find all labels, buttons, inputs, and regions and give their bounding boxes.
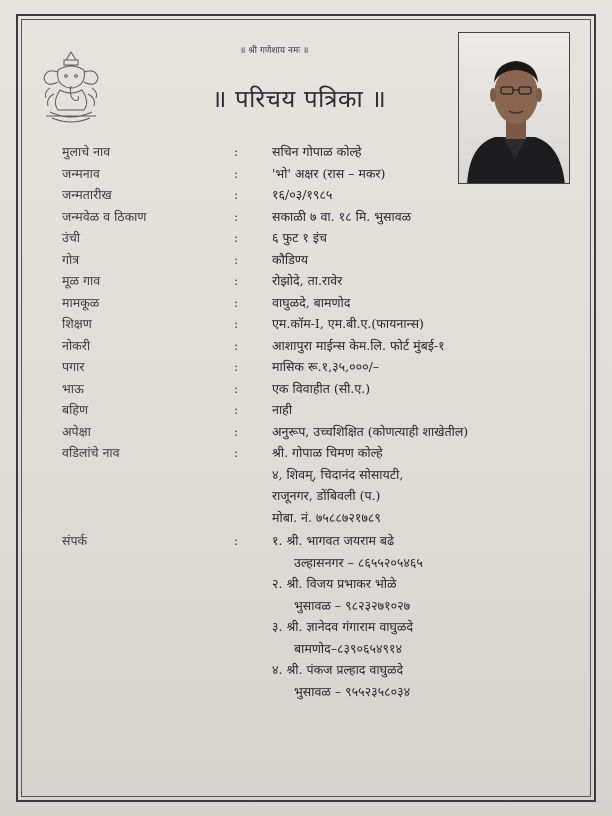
detail-value: एक विवाहीत (सी.ए.) xyxy=(272,380,371,396)
detail-row xyxy=(0,163,612,184)
detail-colon: : xyxy=(234,144,239,159)
detail-colon: : xyxy=(234,165,239,181)
detail-value: श्री. गोपाळ चिमण कोल्हे xyxy=(272,445,383,460)
detail-label: नोकरी xyxy=(62,337,91,353)
detail-row xyxy=(0,249,612,270)
contact-detail: भुसावळ – ९८२३२७१०२७ xyxy=(294,597,411,613)
detail-row xyxy=(0,292,612,313)
contact-name: २. श्री. विजय प्रभाकर भोळे xyxy=(272,576,397,591)
detail-label: मामकूळ xyxy=(62,294,100,310)
detail-row xyxy=(0,335,612,356)
detail-row xyxy=(0,313,612,334)
detail-label: जन्मवेळ व ठिकाण xyxy=(62,208,147,224)
contact-name: ४. श्री. पंकज प्रल्हाद वाघुळदे xyxy=(272,662,404,677)
detail-colon: : xyxy=(234,337,239,353)
detail-value: १६/०३/१९८५ xyxy=(272,187,333,202)
detail-colon: : xyxy=(234,423,239,439)
detail-colon: : xyxy=(234,402,239,417)
detail-row xyxy=(0,442,612,463)
father-address-line: मोबा. नं. ७५८८७२१७८९ xyxy=(272,509,381,525)
detail-label: भाऊ xyxy=(62,380,84,396)
detail-label: गोत्र xyxy=(62,251,80,267)
contact-label: संपर्क xyxy=(62,533,88,548)
detail-row xyxy=(0,421,612,442)
father-address-line: ४, शिवम्, चिदानंद सोसायटी, xyxy=(272,466,404,482)
detail-row xyxy=(0,356,612,377)
contact-name: १. श्री. भागवत जयराम बढे xyxy=(272,533,395,548)
contact-detail: भुसावळ – ९५५२३५८०३४ xyxy=(294,683,411,699)
detail-label: जन्मनाव xyxy=(62,165,100,181)
invocation-text: ॥ श्री गणेशाय नमः ॥ xyxy=(240,46,309,56)
detail-row xyxy=(0,206,612,227)
detail-label: पगार xyxy=(62,359,85,374)
detail-colon: : xyxy=(234,294,239,310)
detail-row xyxy=(0,270,612,291)
contact-detail: उल्हासनगर – ८६५५२०५४६५ xyxy=(294,554,423,570)
detail-row xyxy=(0,378,612,399)
detail-value: ६ फुट १ इंच xyxy=(272,230,327,245)
detail-value: 'भो' अक्षर (रास – मकर) xyxy=(272,165,386,181)
detail-value: मासिक रू.१,३५,०००/– xyxy=(272,359,380,374)
detail-colon: : xyxy=(234,230,239,245)
page-title: ॥ परिचय पत्रिका ॥ xyxy=(212,85,387,113)
detail-label: जन्मतारीख xyxy=(62,187,112,202)
detail-colon: : xyxy=(234,187,239,202)
detail-label: शिक्षण xyxy=(62,316,92,331)
detail-value: नाही xyxy=(272,402,293,417)
detail-value: एम.कॉम-I, एम.बी.ए.(फायनान्स) xyxy=(272,316,424,331)
detail-row xyxy=(0,184,612,205)
detail-colon: : xyxy=(234,445,239,460)
detail-colon: : xyxy=(234,359,239,374)
father-address-line: राजूनगर, डोंबिवली (प.) xyxy=(272,488,381,503)
detail-colon: : xyxy=(234,273,239,288)
detail-colon: : xyxy=(234,533,239,548)
detail-label: बहिण xyxy=(62,402,89,417)
detail-value: अनुरूप, उच्चशिक्षित (कोणत्याही शाखेतील) xyxy=(272,423,469,439)
detail-value: आशापुरा माईन्स केम.लि. फोर्ट मुंबई-१ xyxy=(272,337,445,353)
ganesha-icon xyxy=(36,48,106,124)
detail-colon: : xyxy=(234,380,239,396)
detail-row xyxy=(0,227,612,248)
detail-value: सकाळी ७ वा. १८ मि. भुसावळ xyxy=(272,208,412,224)
detail-value: वाघुळदे, बामणोद xyxy=(272,294,351,310)
detail-colon: : xyxy=(234,316,239,331)
detail-label: अपेक्षा xyxy=(62,423,91,439)
detail-row xyxy=(0,141,612,162)
detail-row xyxy=(0,399,612,420)
detail-value: कौडिण्य xyxy=(272,251,308,267)
detail-label: उंची xyxy=(62,230,81,245)
detail-value: सचिन गोपाळ कोल्हे xyxy=(272,144,362,159)
contact-detail: बामणोद–८३९०६५४९१४ xyxy=(294,640,403,656)
detail-label: मुलाचे नाव xyxy=(62,144,111,159)
detail-value: रोझोदे, ता.रावेर xyxy=(272,273,343,288)
detail-label: वडिलांचे नाव xyxy=(62,445,120,460)
detail-label: मूळ गाव xyxy=(62,273,101,288)
detail-colon: : xyxy=(234,251,239,267)
contact-name: ३. श्री. ज्ञानेदव गंगाराम वाघुळदे xyxy=(272,619,414,634)
detail-colon: : xyxy=(234,208,239,224)
